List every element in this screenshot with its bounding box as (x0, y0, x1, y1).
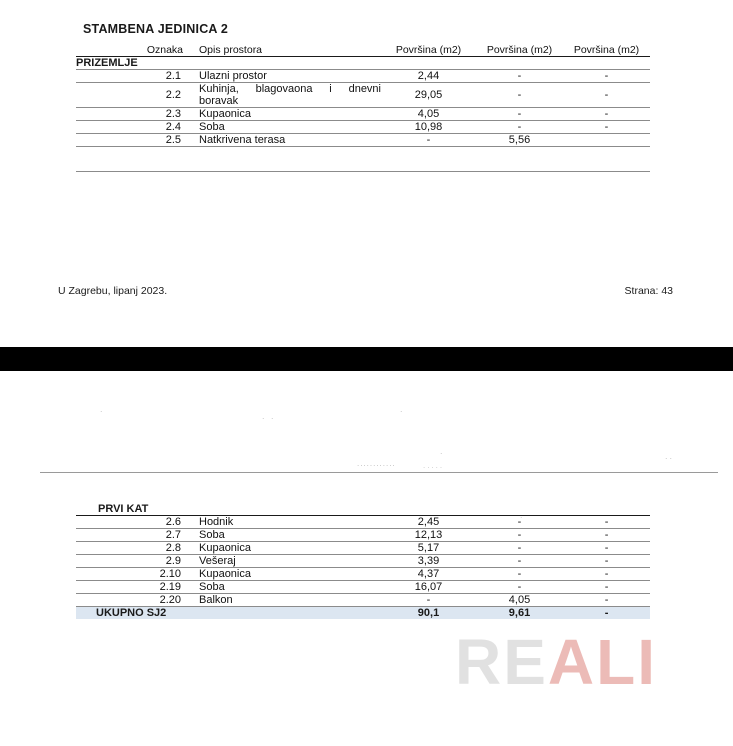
column-header-povrsina-1: Površina (m2) (395, 44, 462, 56)
watermark-text-b: ALI (547, 626, 657, 698)
cell-oznaka: 2.19 (159, 581, 181, 593)
cell-povrsina-2: - (517, 108, 522, 120)
cell-povrsina-3: - (604, 108, 609, 120)
cell-povrsina-3: - (604, 555, 609, 567)
cell-povrsina-3: - (604, 568, 609, 580)
table-row (76, 121, 650, 134)
apartment-area-table-ground-floor (76, 44, 650, 172)
cell-oznaka: 2.5 (165, 134, 181, 146)
footer-page-number: Strana: 43 (624, 285, 673, 297)
table-row (76, 83, 650, 108)
total-povrsina-2: 9,61 (476, 607, 563, 620)
cell-oznaka: 2.9 (165, 555, 181, 567)
total-povrsina-3: - (563, 607, 650, 620)
table-row (76, 70, 650, 83)
table-bottom-rule (76, 172, 650, 173)
cell-opis: Vešeraj (199, 555, 236, 567)
cell-povrsina-3 (563, 134, 650, 147)
cell-povrsina-2: - (517, 516, 522, 528)
table-row (76, 581, 650, 594)
cell-povrsina-3: - (604, 581, 609, 593)
cell-povrsina-1: 2,44 (417, 70, 440, 82)
cell-opis: Kuhinja, blagovaona i dnevni boravak (199, 83, 381, 107)
table-row (76, 529, 650, 542)
cell-opis: Kupaonica (199, 568, 251, 580)
page-separator-band (0, 347, 733, 371)
table-row (76, 542, 650, 555)
table-row (76, 134, 650, 147)
table-header-row (76, 44, 650, 57)
cell-povrsina-1: - (426, 594, 431, 606)
faint-mark: ............ (357, 459, 396, 468)
faint-mark: . (400, 404, 405, 414)
section-row-prvi-kat (76, 503, 650, 516)
cell-povrsina-2: 5,56 (508, 134, 531, 146)
cell-povrsina-2: - (517, 555, 522, 567)
cell-povrsina-2: 4,05 (508, 594, 531, 606)
cell-opis: Hodnik (199, 516, 234, 528)
cell-oznaka: 2.6 (165, 516, 181, 528)
cell-opis: Soba (199, 581, 225, 593)
table-row (76, 516, 650, 529)
cell-povrsina-1: 29,05 (414, 89, 443, 101)
table-row (76, 555, 650, 568)
cell-povrsina-2: - (517, 542, 522, 554)
cell-povrsina-1: 12,13 (414, 529, 443, 541)
cell-povrsina-3: - (604, 70, 609, 82)
table-bottom-spacer (76, 147, 650, 172)
cell-opis: Natkrivena terasa (199, 134, 286, 146)
table-row (76, 108, 650, 121)
section-label: PRVI KAT (98, 503, 149, 515)
cell-povrsina-1: 4,37 (417, 568, 440, 580)
cell-oznaka: 2.1 (165, 70, 181, 82)
table-total-row (76, 607, 650, 620)
column-header-povrsina-3: Površina (m2) (573, 44, 640, 56)
cell-povrsina-2: - (517, 529, 522, 541)
cell-oznaka: 2.2 (165, 89, 181, 101)
cell-opis: Soba (199, 529, 225, 541)
cell-povrsina-1: 4,05 (417, 108, 440, 120)
section-row-prizemlje (76, 57, 650, 70)
cell-povrsina-3: - (604, 89, 609, 101)
cell-povrsina-3: - (604, 516, 609, 528)
faint-mark: . . (262, 411, 276, 421)
apartment-area-table-first-floor (76, 503, 650, 619)
cell-opis: Ulazni prostor (199, 70, 267, 82)
cell-povrsina-3: - (604, 594, 609, 606)
page-title: STAMBENA JEDINICA 2 (83, 22, 229, 36)
cell-opis: Kupaonica (199, 108, 251, 120)
cell-opis: Balkon (199, 594, 233, 606)
cell-povrsina-2: - (517, 70, 522, 82)
total-label: UKUPNO SJ2 (76, 607, 381, 620)
table-row (76, 594, 650, 607)
faint-mark: . (440, 446, 445, 456)
watermark-text-a: RE (455, 626, 548, 698)
cell-povrsina-3: - (604, 529, 609, 541)
column-header-oznaka: Oznaka (146, 44, 183, 56)
cell-povrsina-3: - (604, 121, 609, 133)
cell-povrsina-1: 10,98 (414, 121, 443, 133)
cell-povrsina-2: - (517, 121, 522, 133)
cell-oznaka: 2.10 (159, 568, 181, 580)
cell-povrsina-1: 5,17 (417, 542, 440, 554)
horizontal-divider (40, 472, 718, 473)
section-label: PRIZEMLJE (76, 57, 138, 69)
cell-povrsina-2: - (517, 568, 522, 580)
cell-povrsina-3: - (604, 542, 609, 554)
cell-povrsina-1: 16,07 (414, 581, 443, 593)
cell-oznaka: 2.7 (165, 529, 181, 541)
cell-oznaka: 2.4 (165, 121, 181, 133)
cell-oznaka: 2.3 (165, 108, 181, 120)
cell-povrsina-2: - (517, 581, 522, 593)
faint-mark: .. (665, 451, 675, 461)
cell-opis: Kupaonica (199, 542, 251, 554)
faint-mark: . (520, 510, 525, 520)
table-row (76, 568, 650, 581)
cell-povrsina-1: 3,39 (417, 555, 440, 567)
total-povrsina-1: 90,1 (381, 607, 476, 620)
column-header-opis: Opis prostora (199, 44, 263, 56)
cell-oznaka: 2.20 (159, 594, 181, 606)
cell-povrsina-1: - (426, 134, 431, 146)
faint-mark: . (100, 404, 106, 414)
cell-povrsina-2: - (517, 89, 522, 101)
document-section-top (0, 0, 733, 347)
document-section-bottom (0, 371, 733, 746)
cell-povrsina-1: 2,45 (417, 516, 440, 528)
cell-opis: Soba (199, 121, 225, 133)
cell-oznaka: 2.8 (165, 542, 181, 554)
column-header-povrsina-2: Površina (m2) (486, 44, 553, 56)
footer-place-date: U Zagrebu, lipanj 2023. (58, 285, 168, 297)
faint-mark: ..... (423, 461, 445, 470)
